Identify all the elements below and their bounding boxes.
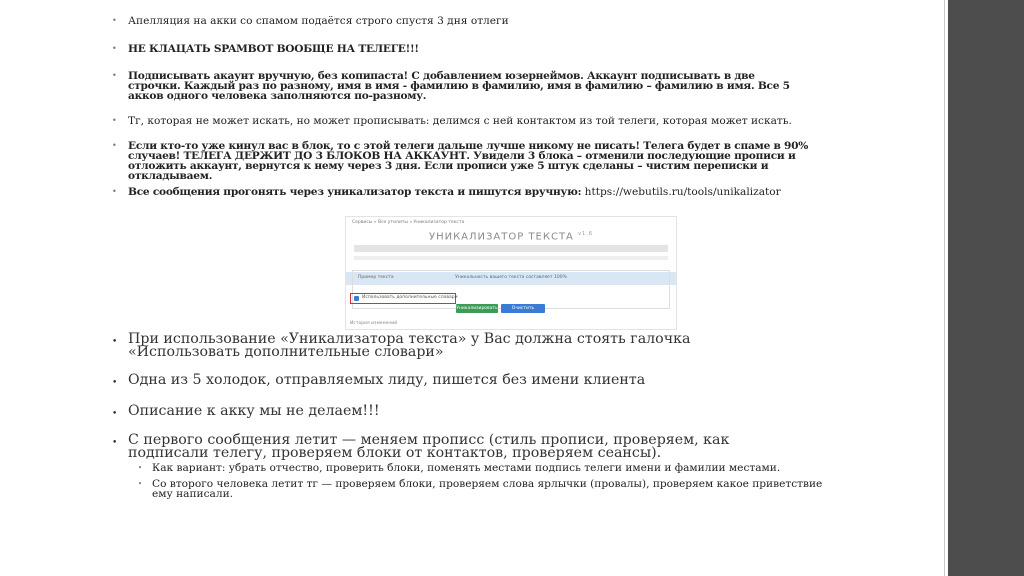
sub-bullet-second-person: Со второго человека летит тг — проверяем блоки, проверяем слова ярлычки (провалы), проверяем какое приветствие ему написали. bbox=[152, 478, 823, 500]
uniquify-button[interactable]: Уникализировать bbox=[456, 306, 498, 311]
bullet-first-message: С первого сообщения летит — меняем прописс (стиль прописи, проверяем, как подписали телегу, проверяем блоки от контактов, проверяем сеансы). bbox=[128, 432, 730, 461]
bullet-marker: • bbox=[112, 409, 118, 419]
bullet-marker: • bbox=[112, 141, 117, 150]
bullet-unikalizator bbox=[128, 187, 868, 197]
sub-bullet-marker: • bbox=[138, 480, 143, 488]
right-sidebar bbox=[948, 0, 1024, 576]
tool-version: v1.6 bbox=[578, 231, 594, 237]
clear-button[interactable]: Очистить bbox=[501, 304, 545, 313]
tool-title bbox=[346, 231, 676, 242]
extra-dictionaries-label: Использовать дополнительные словари bbox=[362, 295, 458, 300]
breadcrumb: Сервисы » Все утилиты » Уникализатор текста bbox=[352, 220, 465, 225]
unikalizator-link[interactable]: https://webutils.ru/tools/unikalizator bbox=[584, 186, 781, 198]
extra-dictionaries-highlight bbox=[350, 293, 456, 304]
bullet-marker: • bbox=[112, 116, 117, 125]
tool-title-text: УНИКАЛИЗАТОР ТЕКСТА bbox=[428, 231, 574, 243]
ad-banner bbox=[354, 245, 668, 252]
uniqueness-info-text: Уникальность вашего текста составляет 100% bbox=[455, 275, 567, 280]
sidebar-divider bbox=[944, 0, 945, 576]
bullet-marker: • bbox=[112, 16, 117, 25]
extra-dictionaries-checkbox[interactable] bbox=[354, 296, 359, 301]
sub-bullet-variant: Как вариант: убрать отчество, проверить блоки, поменять местами подпись телеги имени и фамилии местами. bbox=[152, 462, 781, 474]
bullet-no-name: Одна из 5 холодок, отправляемых лиду, пишется без имени клиента bbox=[128, 372, 646, 388]
sub-bullet-marker: • bbox=[138, 464, 143, 472]
bullet-spambot-warning: НЕ КЛАЦАТЬ SPAMBOT ВООБЩЕ НА ТЕЛЕГЕ!!! bbox=[128, 43, 419, 55]
bullet-share-contact: Тг, которая не может искать, но может прописывать: делимся с ней контактом из той телеги, которая может искать. bbox=[128, 115, 792, 127]
bullet-marker: • bbox=[112, 187, 117, 196]
bullet-unikalizator-bold: Все сообщения прогонять через уникализатор текста и пишутся вручную: bbox=[128, 186, 582, 198]
bullet-marker: • bbox=[112, 438, 118, 448]
bullet-signing-rules: Подписывать акаунт вручную, без копипаста! С добавлением юзернеймов. Аккаунт подписывать в две строчки. Каждый раз по разному, имя в имя - фамилию в фамилию, имя в фамилию – фамилию в имя. Все 5 акков одного человека заполняются по-разному. bbox=[128, 70, 790, 102]
bullet-marker: • bbox=[112, 337, 118, 347]
bullet-marker: • bbox=[112, 44, 117, 53]
history-link[interactable]: История изменений bbox=[350, 321, 398, 326]
bullet-appeal-text: Апелляция на акки со спамом подаётся строго спустя 3 дня отлеги bbox=[128, 15, 509, 27]
bullet-marker: • bbox=[112, 71, 117, 80]
unikalizator-screenshot bbox=[345, 216, 677, 330]
bullet-block-rules: Если кто-то уже кинул вас в блок, то с этой телеги дальше лучше никому не писать! Телега будет в спаме в 90% случаев! ТЕЛЕГА ДЕРЖИТ ДО 3 БЛОКОВ НА АККАУНТ. Увидели 3 блока – отменили последующие прописи и отложить аккаунт, вернутся к нему через 3 дня. Если прописи уже 5 штук сделаны – чистим переписки и откладываем. bbox=[128, 140, 809, 182]
bullet-marker: • bbox=[112, 378, 118, 388]
ad-banner-secondary bbox=[354, 256, 668, 260]
text-input-value: Пример текста bbox=[358, 275, 394, 280]
bullet-no-description: Описание к акку мы не делаем!!! bbox=[128, 403, 380, 419]
bullet-checkbox-instruction: При использование «Уникализатора текста» у Вас должна стоять галочка «Использовать дополнительные словари» bbox=[128, 331, 691, 360]
